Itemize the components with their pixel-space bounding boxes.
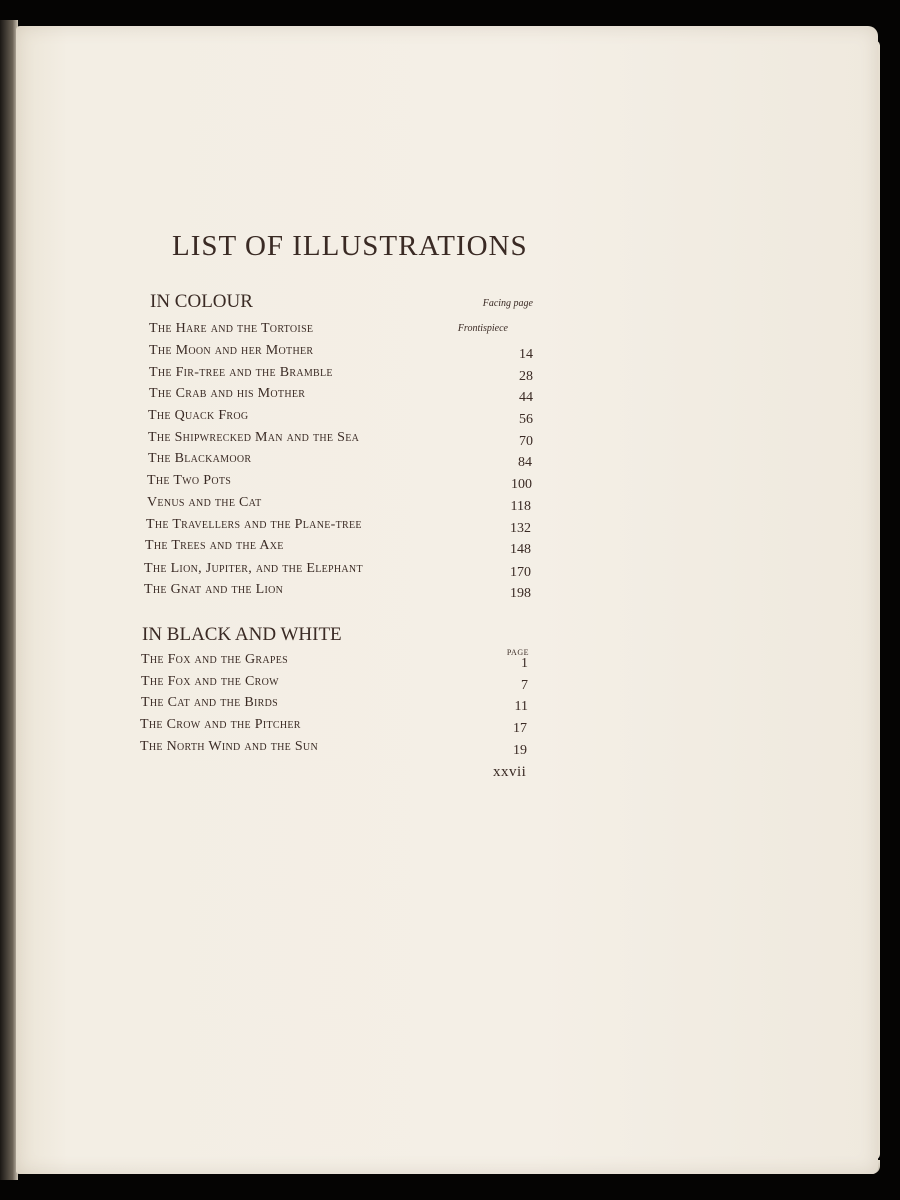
page-number: 132 bbox=[510, 521, 531, 536]
illustration-title: The Cat and the Birds bbox=[141, 695, 278, 710]
illustration-title: The Crow and the Pitcher bbox=[140, 717, 301, 732]
page-number: 17 bbox=[513, 721, 527, 736]
illustration-title: The Fir-tree and the Bramble bbox=[149, 365, 333, 380]
page-number: 7 bbox=[521, 678, 528, 693]
illustration-title: The Hare and the Tortoise bbox=[149, 321, 314, 336]
page-number: 118 bbox=[510, 499, 531, 514]
illustration-title: The Crab and his Mother bbox=[149, 386, 306, 401]
illustration-title: The Fox and the Crow bbox=[141, 674, 279, 689]
page-number: 56 bbox=[519, 412, 533, 427]
illustration-title: The Lion, Jupiter, and the Elephant bbox=[144, 561, 363, 576]
page-number: 28 bbox=[519, 369, 533, 384]
illustration-title: The Fox and the Grapes bbox=[141, 652, 289, 667]
illustration-title: The Moon and her Mother bbox=[149, 343, 314, 358]
page-number: 11 bbox=[514, 699, 528, 714]
illustration-title: The Shipwrecked Man and the Sea bbox=[148, 430, 360, 445]
page-number: 44 bbox=[519, 390, 533, 405]
page-number: 84 bbox=[518, 455, 532, 470]
illustration-title: The Quack Frog bbox=[148, 408, 249, 423]
illustration-title: The Gnat and the Lion bbox=[144, 582, 284, 597]
page-number: 1 bbox=[521, 656, 528, 671]
page-number: 19 bbox=[513, 743, 527, 758]
section-heading-black-white: IN BLACK AND WHITE bbox=[142, 624, 342, 645]
illustration-title: The Trees and the Axe bbox=[145, 538, 284, 553]
page-folio: xxvii bbox=[493, 764, 527, 780]
page-number: Frontispiece bbox=[457, 323, 508, 334]
page-number: 170 bbox=[510, 565, 531, 580]
column-heading-facing-page: Facing page bbox=[482, 298, 533, 309]
illustration-title: The Two Pots bbox=[147, 473, 232, 488]
page-number: 100 bbox=[511, 477, 532, 492]
illustration-title: The Blackamoor bbox=[148, 451, 252, 466]
illustration-title: The Travellers and the Plane-tree bbox=[146, 517, 362, 532]
page-number: 198 bbox=[510, 586, 531, 601]
section-heading-colour: IN COLOUR bbox=[150, 291, 253, 312]
book-page bbox=[16, 26, 878, 1174]
column-heading-page: PAGE bbox=[506, 648, 529, 657]
illustration-title: The North Wind and the Sun bbox=[140, 739, 318, 754]
page-number: 70 bbox=[519, 434, 533, 449]
illustration-title: Venus and the Cat bbox=[147, 495, 262, 510]
page-number: 148 bbox=[510, 542, 531, 557]
page-title: LIST OF ILLUSTRATIONS bbox=[172, 230, 528, 262]
page-number: 14 bbox=[519, 347, 533, 362]
